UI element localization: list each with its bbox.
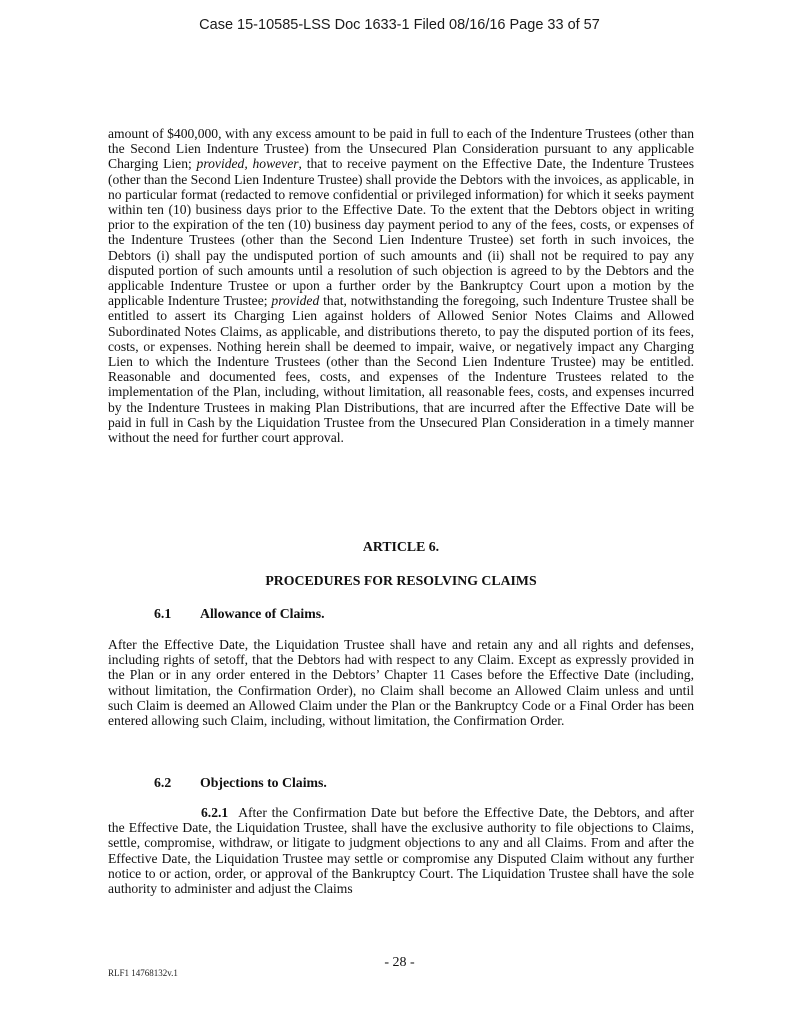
- para1-italic-provided-however: provided, however: [196, 156, 299, 172]
- section-title: Allowance of Claims.: [200, 606, 325, 621]
- section-title: Objections to Claims.: [200, 775, 327, 790]
- para1-italic-provided: provided: [271, 293, 320, 309]
- paragraph-allowance-of-claims: After the Effective Date, the Liquidation Trustee shall have and retain any and all rights and defenses, including rights of setoff, that the Debtors had with respect to any Claim. Except as expressly provided in the Plan or in any order entered in the Debtors’ Chapter 11 Cases before the Effective Date (including, without limitation, the Confirmation Order), no Claim shall become an Allowed Claim unless and until such Claim is deemed an Allowed Claim under the Plan or the Bankruptcy Code or a Final Order has been entered allowing such Claim, including, without limitation, the Confirmation Order.: [108, 637, 694, 729]
- article-title: PROCEDURES FOR RESOLVING CLAIMS: [265, 573, 537, 588]
- section-heading-6-1: [154, 606, 325, 622]
- para1-text-e: that, notwithstanding the foregoing, such Indenture Trustee shall be entitled to assert its Charging Lien against holders of Allowed Senior Notes Claims and Allowed Subordinated Notes Claims, as applicable, and distributions thereto, to pay the disputed portion of its fees, costs, or expenses. Nothing herein shall be deemed to impair, waive, or negatively impact any Charging Lien to which the Indenture Trustees (other than the Second Lien Indenture Trustee) may be entitled. Reasonable and documented fees, costs, and expenses of the Indenture Trustees related to the implementation of the Plan, including, without limitation, all reasonable fees, costs, and expenses incurred by the Indenture Trustees in making Plan Distributions, that are incurred after the Effective Date will be paid in full in Cash by the Liquidation Trustee from the Unsecured Plan Consideration in a timely manner without the need for further court approval.: [108, 293, 695, 446]
- section-number: 6.1: [154, 606, 172, 621]
- paragraph-objections-to-claims: [108, 805, 694, 896]
- para1-text-a: amount of $400,000, with any excess amount to be paid in full to each of the Indenture Trustees (other than the Second Lien Indenture Trustee) from the Unsecured Plan Consideration pursuant to any applicable Charging Lien;: [108, 126, 694, 172]
- paragraph-fees-continuation: [108, 126, 694, 445]
- section-number: 6.2: [154, 775, 172, 790]
- subsection-number: 6.2.1: [201, 805, 229, 820]
- page-number: - 28 -: [384, 955, 415, 970]
- section-heading-6-2: [154, 775, 327, 791]
- case-header: Case 15-10585-LSS Doc 1633-1 Filed 08/16/16 Page 33 of 57: [199, 17, 600, 33]
- article-heading: ARTICLE 6.: [362, 539, 440, 554]
- para1-text-c: , that to receive payment on the Effective Date, the Indenture Trustees (other than the Second Lien Indenture Trustee) shall provide the Debtors with the invoices, as applicable, in no particular format (redacted to remove confidential or privileged information) for which it seeks payment within ten (10) business days prior to the Effective Date. To the extent that the Debtors object in writing prior to the expiration of the ten (10) business day payment period to any of the fees, costs, or expenses of the Indenture Trustees (other than the Second Lien Indenture Trustee) set forth in such invoices, the Debtors (i) shall pay the undisputed portion of such amounts and (ii) shall not be required to pay any disputed portion of such amounts until a resolution of such objection is agreed to by the Debtors and the applicable Indenture Trustee or upon a further order by the Bankruptcy Court upon a motion by the applicable Indenture Trustee;: [108, 156, 694, 309]
- document-id: RLF1 14768132v.1: [108, 968, 178, 978]
- subsection-text: After the Confirmation Date but before the Effective Date, the Debtors, and after the Effective Date, the Liquidation Trustee, shall have the exclusive authority to file objections to Claims, settle, compromise, withdraw, or litigate to judgment objections to any and all Claims. From and after the Effective Date, the Liquidation Trustee may settle or compromise any Disputed Claim without any further notice to or action, order, or approval of the Bankruptcy Court. The Liquidation Trustee shall have the sole authority to administer and adjust the Claims: [108, 805, 694, 897]
